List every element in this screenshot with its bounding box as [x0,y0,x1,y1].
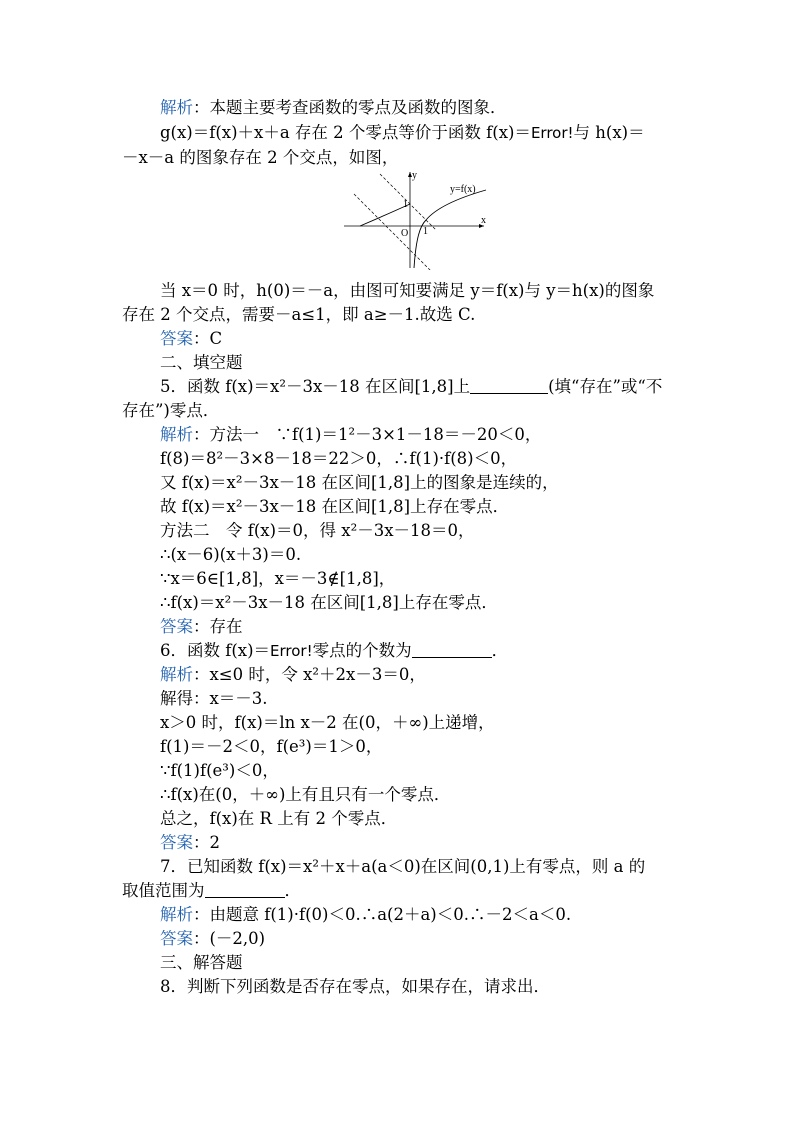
q6-analysis-2: 解得：x＝－3. [160,689,268,708]
p4-line5: 存在 2 个交点，需要－a≤1，即 a≥－1.故选 C. [122,305,476,324]
y-axis-label: y [412,170,417,181]
q5-analysis-7: ∵x＝6∈[1,8]，x＝－3∉[1,8]， [160,569,396,588]
q6-blank[interactable] [412,641,492,658]
x-one-label: 1 [423,226,428,237]
q7-stem: 7．已知函数 f(x)＝x²＋x＋a(a＜0)在区间(0,1)上有零点，则 a 的 [160,857,646,876]
q5-analysis-2: f(8)＝8²－3×8－18＝22＞0，∴f(1)·f(8)＜0， [160,449,518,468]
q5-analysis-6: ∴(x－6)(x＋3)＝0. [160,545,302,564]
section-solve: 三、解答题 [160,953,243,972]
y-one-label: 1 [403,199,408,210]
x-axis-label: x [481,215,486,226]
q7-stem-2: 取值范围为 ． [122,881,301,900]
q8-stem: 8．判断下列函数是否存在零点，如果存在，请求出． [160,977,550,996]
q7-blank[interactable] [205,881,285,898]
section-fill-blank: 二、填空题 [160,353,243,372]
q6-stem: 6．函数 f(x)＝Error!零点的个数为 ． [160,641,509,660]
function-graph [340,168,490,270]
q5-analysis-5: 方法二 令 f(x)＝0，得 x²－3x－18＝0， [160,521,475,540]
dashed-line-1 [354,194,432,270]
q6-answer: 答案：2 [160,833,220,852]
q7-analysis: 解析：由题意 f(1)·f(0)＜0.∴a(2＋a)＜0.∴－2＜a＜0. [160,905,572,924]
q5-analysis-8: ∴f(x)＝x²－3x－18 在区间[1,8]上存在零点． [160,593,498,612]
q5-analysis-4: 故 f(x)＝x²－3x－18 在区间[1,8]上存在零点． [160,497,510,516]
p4-answer: 答案：C [160,329,223,348]
p4-line3: －x－a 的图象存在 2 个交点，如图， [122,148,399,167]
curve-label: y=f(x) [450,184,476,195]
q6-analysis-5: ∵f(1)f(e³)＜0， [160,761,279,780]
q6-analysis-1: 解析：x≤0 时，令 x²＋2x－3＝0， [160,665,426,684]
p4-analysis: 解析：本题主要考查函数的零点及函数的图象． [160,98,507,117]
q5-analysis-1: 解析：方法一 ∵f(1)＝1²－3×1－18＝－20＜0， [160,425,542,444]
q5-stem-2: 存在”)零点． [122,401,220,420]
q6-analysis-3: x＞0 时，f(x)＝ln x－2 在(0，＋∞)上递增， [160,713,495,732]
origin-label: O [401,228,409,239]
q5-answer: 答案：存在 [160,617,243,636]
q5-analysis-3: 又 f(x)＝x²－3x－18 在区间[1,8]上的图象是连续的， [160,473,559,492]
q7-answer: 答案：(－2,0) [160,929,266,948]
q6-analysis-4: f(1)＝－2＜0，f(e³)＝1＞0， [160,737,383,756]
p4-line4: 当 x＝0 时，h(0)＝－a，由图可知要满足 y＝f(x)与 y＝h(x)的图象 [160,281,655,300]
q6-analysis-7: 总之，f(x)在 R 上有 2 个零点． [160,809,398,828]
dashed-line-2 [380,174,436,230]
p4-line2: g(x)＝f(x)＋x＋a 存在 2 个零点等价于函数 f(x)＝Error!与 h(x)＝ [160,123,645,142]
q5-blank[interactable] [470,377,548,394]
q5-stem: 5．函数 f(x)＝x²－3x－18 在区间[1,8]上 (填“存在”或“不 [160,377,663,396]
q6-analysis-6: ∴f(x)在(0，＋∞)上有且只有一个零点． [160,785,451,804]
